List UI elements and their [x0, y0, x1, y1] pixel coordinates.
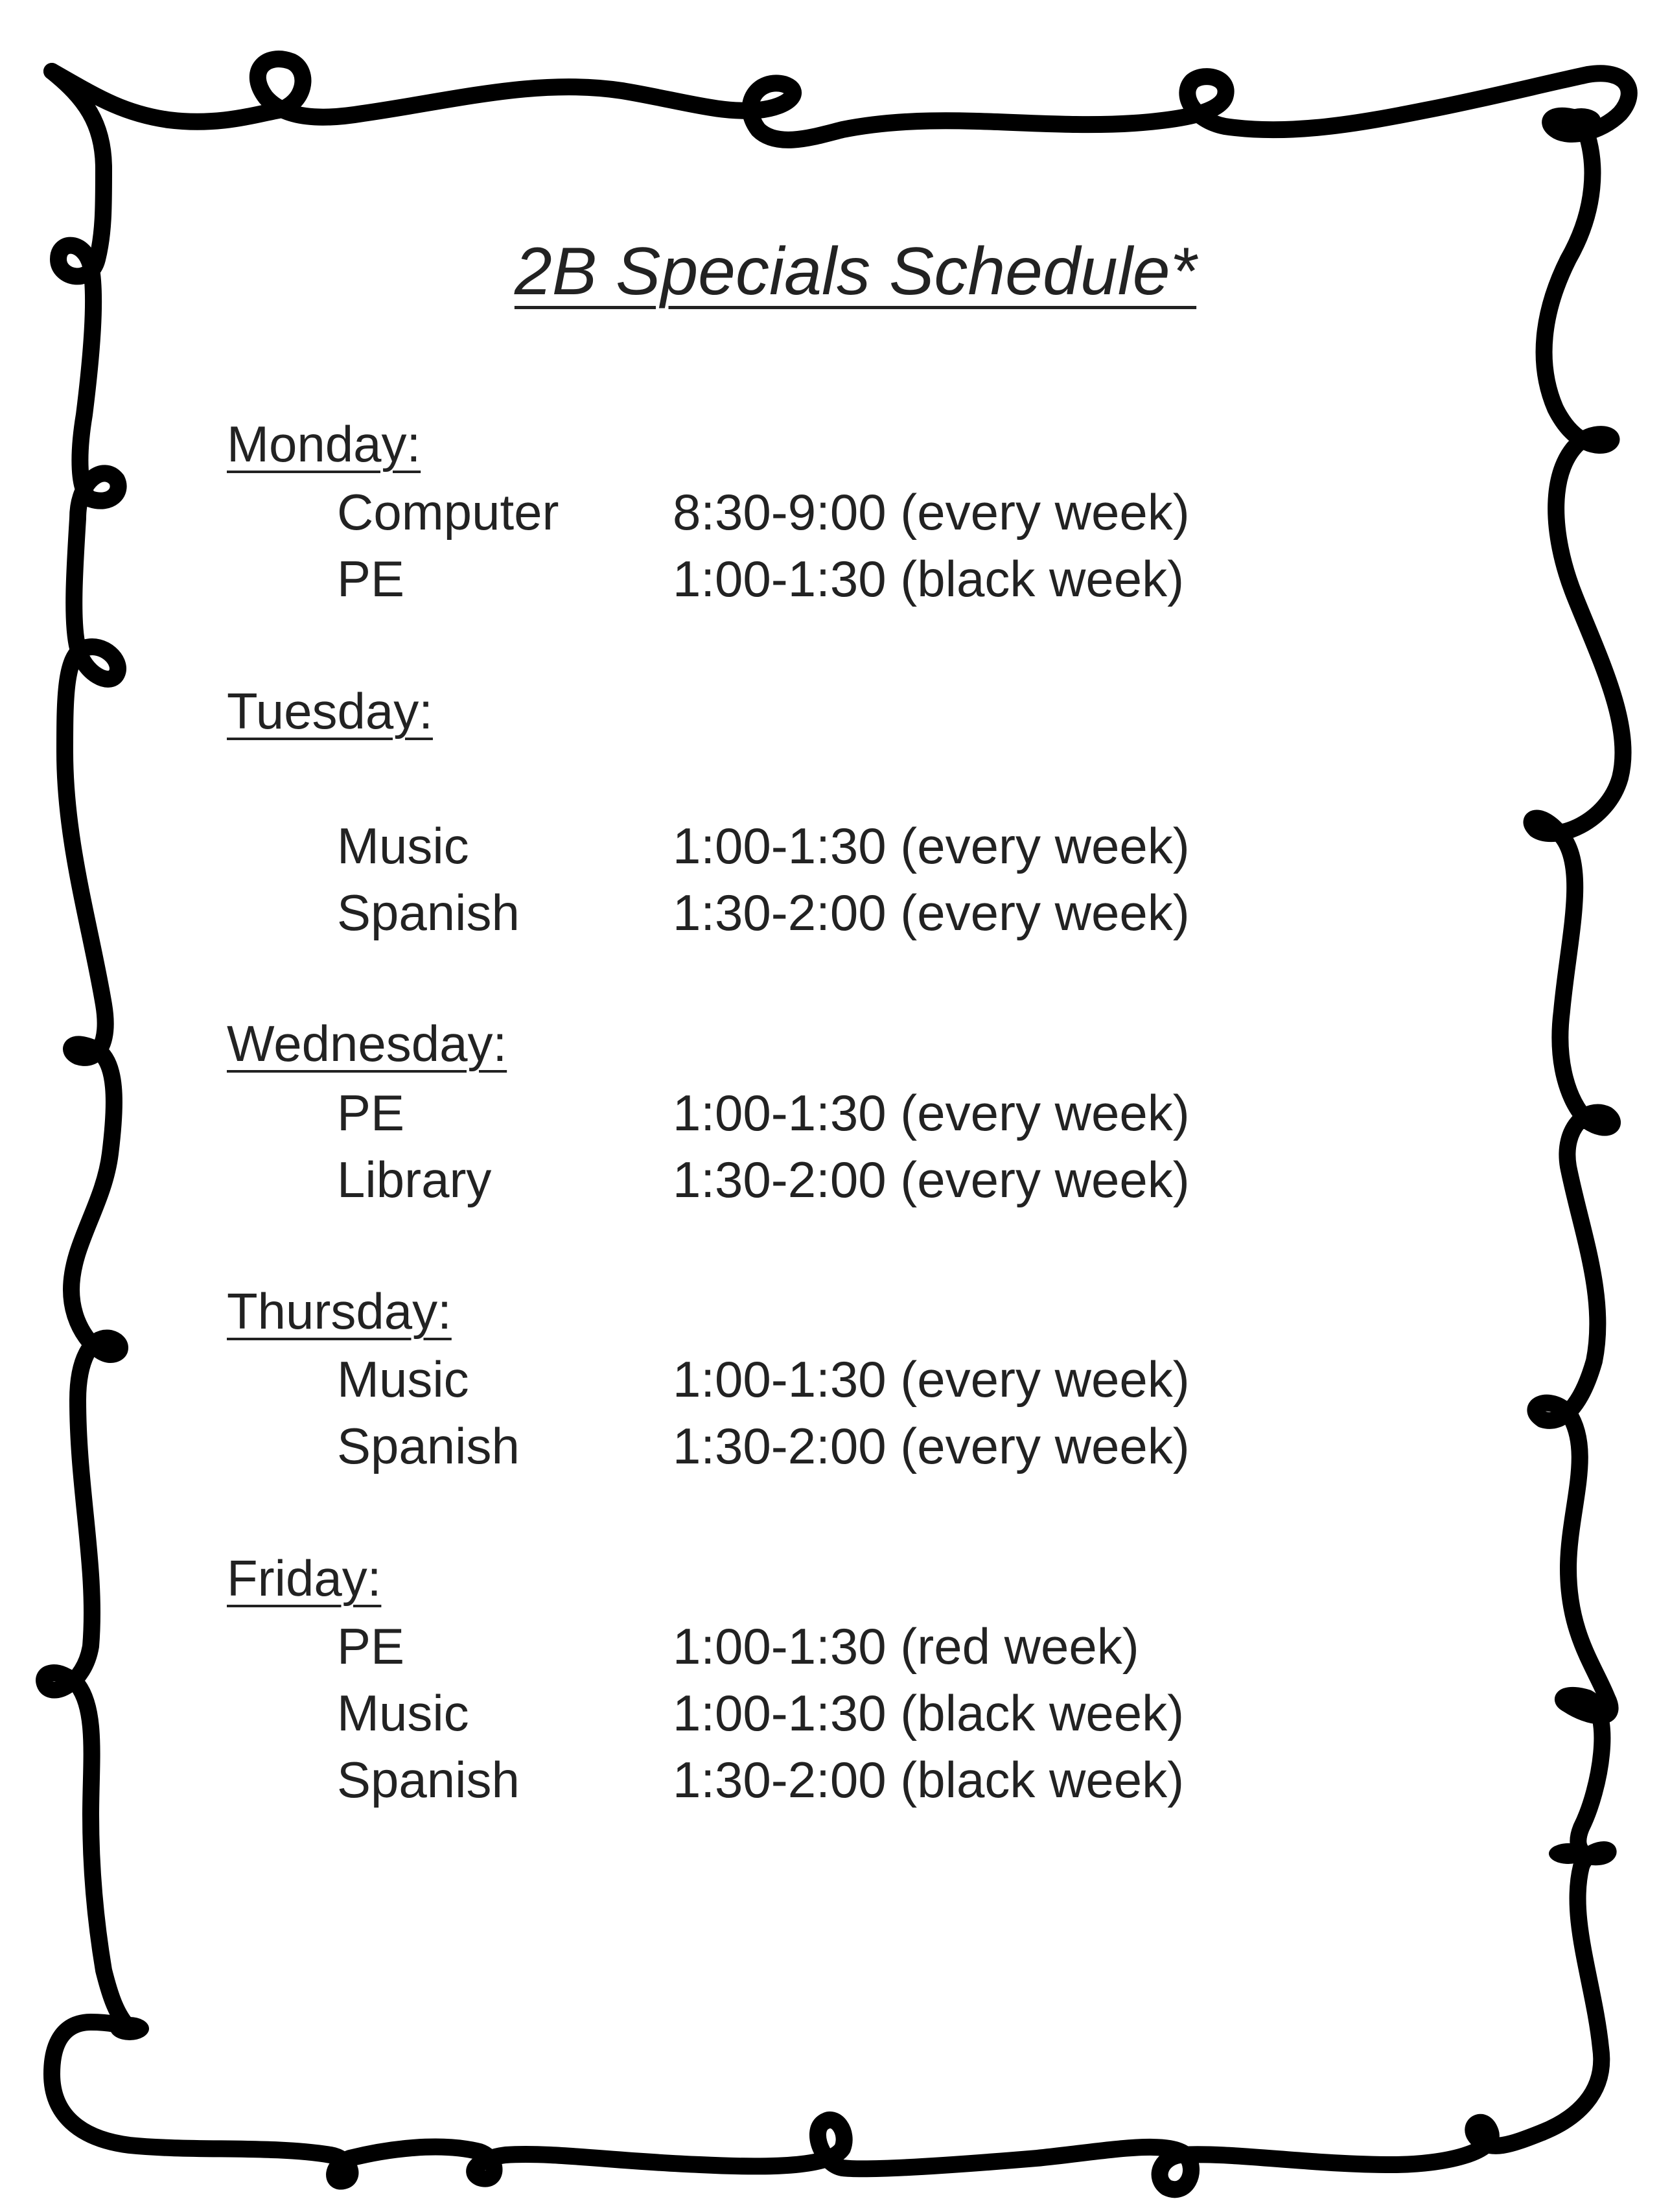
- border-blob: [1549, 1843, 1588, 1864]
- time-range: 1:00-1:30: [673, 1351, 887, 1408]
- border-right: [1532, 120, 1623, 2132]
- week-note: (every week): [900, 1084, 1190, 1141]
- week-note: (red week): [900, 1618, 1139, 1675]
- subject-label: Music: [337, 817, 469, 874]
- week-note: (black week): [900, 1684, 1185, 1741]
- subject-label: Spanish: [337, 1751, 520, 1808]
- time-slot: [673, 883, 1190, 942]
- day-heading-monday: Monday:: [227, 415, 421, 472]
- time-slot: [673, 1684, 1184, 1743]
- time-slot: [673, 817, 1190, 876]
- border-top: [52, 59, 1629, 140]
- time-slot: [673, 483, 1190, 542]
- time-range: 1:30-2:00: [673, 1417, 887, 1474]
- time-range: 1:00-1:30: [673, 1684, 887, 1741]
- time-slot: [673, 1617, 1139, 1676]
- subject-label: PE: [337, 1084, 405, 1141]
- week-note: (every week): [900, 1151, 1190, 1208]
- time-slot: [673, 550, 1184, 609]
- time-range: 1:30-2:00: [673, 884, 887, 941]
- week-note: (every week): [900, 884, 1190, 941]
- subject-label: PE: [337, 1618, 405, 1675]
- subject-label: Computer: [337, 483, 559, 541]
- subject-label: Music: [337, 1351, 469, 1408]
- week-note: (every week): [900, 483, 1190, 541]
- time-range: 8:30-9:00: [673, 483, 887, 541]
- time-range: 1:00-1:30: [673, 1618, 887, 1675]
- week-note: (every week): [900, 817, 1190, 874]
- border-bottom: [52, 2022, 1542, 2189]
- day-heading-tuesday: Tuesday:: [227, 682, 433, 739]
- subject-label: Music: [337, 1684, 469, 1741]
- subject-label: PE: [337, 550, 405, 607]
- subject-label: Library: [337, 1151, 492, 1208]
- time-slot: [673, 1751, 1184, 1810]
- week-note: (every week): [900, 1417, 1190, 1474]
- subject-label: Spanish: [337, 1417, 520, 1474]
- week-note: (black week): [900, 550, 1185, 607]
- time-slot: [673, 1150, 1190, 1209]
- time-range: 1:30-2:00: [673, 1751, 887, 1808]
- day-heading-friday: Friday:: [227, 1550, 382, 1607]
- week-note: (black week): [900, 1751, 1185, 1808]
- subject-label: Spanish: [337, 884, 520, 941]
- border-left: [44, 71, 130, 2029]
- time-range: 1:30-2:00: [673, 1151, 887, 1208]
- page-title: 2B Specials Schedule*: [514, 234, 1197, 309]
- day-heading-wednesday: Wednesday:: [227, 1015, 507, 1072]
- week-note: (every week): [900, 1351, 1190, 1408]
- time-slot: [673, 1417, 1190, 1476]
- border-blob: [1562, 108, 1601, 132]
- time-slot: [673, 1350, 1190, 1409]
- time-range: 1:00-1:30: [673, 1084, 887, 1141]
- day-heading-thursday: Thursday:: [227, 1283, 452, 1340]
- time-range: 1:00-1:30: [673, 817, 887, 874]
- time-slot: [673, 1084, 1190, 1143]
- time-range: 1:00-1:30: [673, 550, 887, 607]
- border-blob: [110, 2017, 149, 2040]
